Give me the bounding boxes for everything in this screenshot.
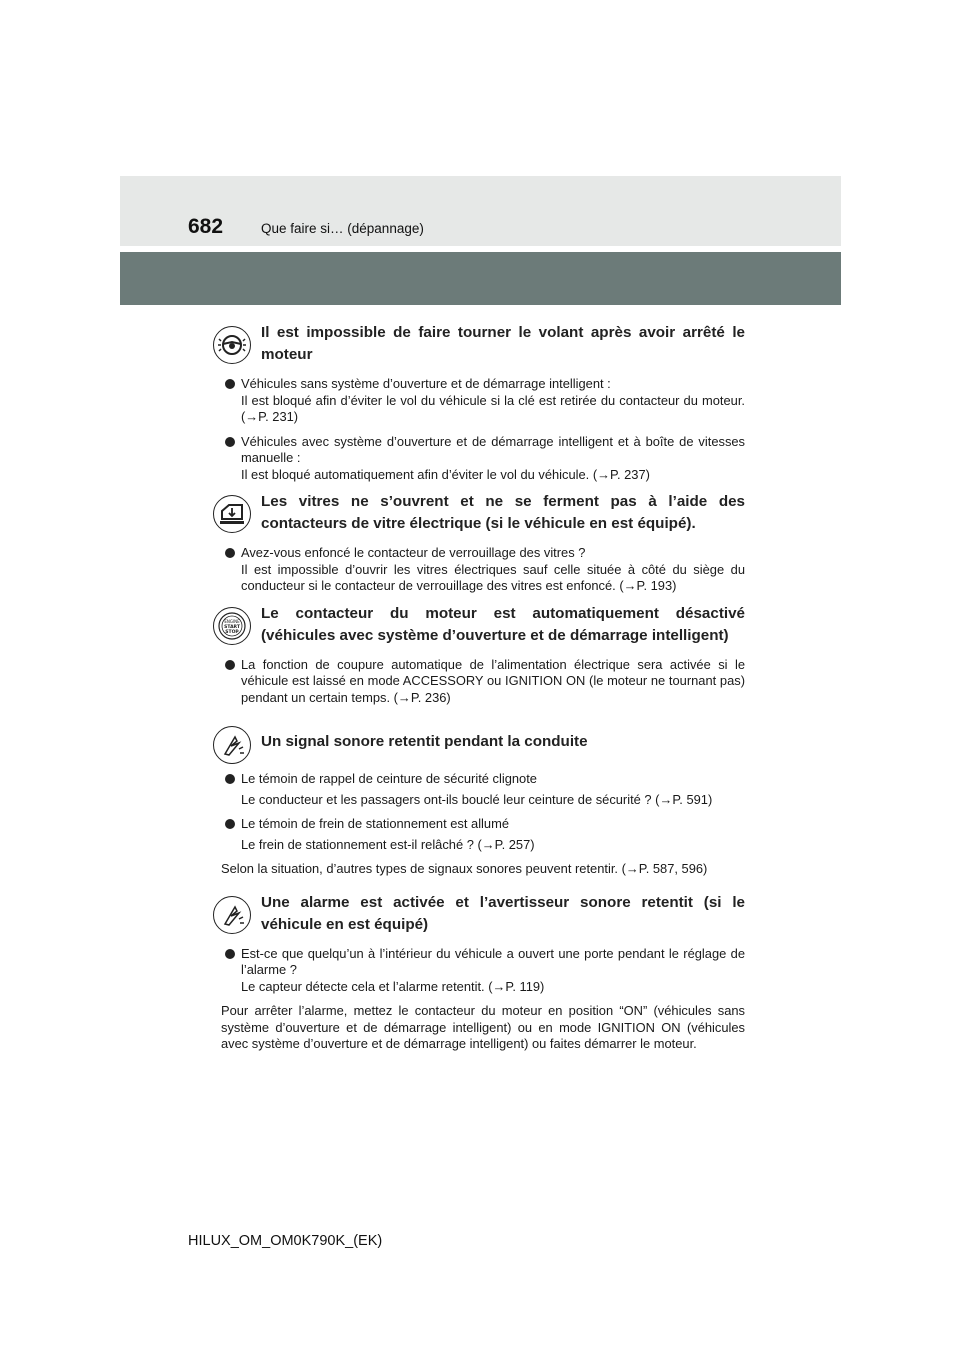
topic-heading: Une alarme est activée et l’avertisseur sonore retentit (si le véhicule en est équipé) bbox=[261, 893, 745, 933]
bullet-line: Est-ce que quelqu’un à l’intérieur du véhicule a ouvert une porte pendant le réglage de l’alarme ? bbox=[241, 945, 745, 977]
buzzer-sound-icon bbox=[213, 726, 251, 764]
topic-power-windows bbox=[213, 491, 745, 535]
bullet-line: Le conducteur et les passagers ont-ils bouclé leur ceinture de sécurité ? (→P. 591) bbox=[241, 791, 713, 807]
footer-code: HILUX_OM_OM0K790K_(EK) bbox=[188, 1233, 383, 1249]
bullet-dot bbox=[225, 379, 235, 389]
bullet-dot bbox=[225, 437, 235, 447]
bullet-dot bbox=[225, 949, 235, 959]
bullet-line: Le témoin de frein de stationnement est allumé bbox=[241, 816, 509, 831]
page-content bbox=[213, 322, 745, 1063]
icon-label: STOP bbox=[225, 629, 239, 635]
page-number: 682 bbox=[188, 215, 224, 238]
icon-label: ENGINE bbox=[224, 618, 240, 624]
bullet-line: Il est impossible d’ouvrir les vitres électriques sauf celle située à côté du siège du conducteur si le contacteur de verrouillage des vitres est enfoncé. (→P. 193) bbox=[241, 561, 745, 593]
topic-heading: Il est impossible de faire tourner le volant après avoir arrêté le moteur bbox=[261, 324, 745, 363]
bullet-dot bbox=[225, 548, 235, 558]
note-text: Selon la situation, d’autres types de signaux sonores peuvent retentir. (→P. 587, 596) bbox=[221, 861, 708, 876]
bullet-dot bbox=[225, 660, 235, 670]
bullet-line: Il est bloqué afin d’éviter le vol du véhicule si la clé est retirée du contacteur du moteur. (→P. 231) bbox=[241, 392, 745, 424]
topic-alarm bbox=[213, 892, 745, 936]
bullet-dot bbox=[225, 819, 235, 829]
power-window-icon bbox=[213, 495, 251, 533]
alarm-sound-icon bbox=[213, 896, 251, 934]
topic-buzzer bbox=[213, 722, 745, 753]
engine-start-stop-icon bbox=[213, 607, 251, 645]
topic-heading: Les vitres ne s’ouvrent et ne se ferment pas à l’aide des contacteurs de vitre électrique (si le véhicule en est équipé). bbox=[261, 493, 745, 532]
topic-heading: Le contacteur du moteur est automatiquement désactivé (véhicules avec système d’ouverture et de démarrage intelligent) bbox=[261, 604, 745, 644]
list-item bbox=[213, 434, 745, 484]
topic-steering bbox=[213, 322, 745, 366]
list-item bbox=[213, 376, 745, 426]
section-title: Que faire si… (dépannage) bbox=[261, 221, 424, 236]
header-dark-band bbox=[120, 252, 841, 305]
list-item bbox=[213, 771, 745, 808]
bullet-line: Il est bloqué automatiquement afin d’éviter le vol du véhicule. (→P. 237) bbox=[241, 466, 650, 482]
bullet-line: Avez-vous enfoncé le contacteur de verrouillage des vitres ? bbox=[241, 545, 586, 560]
list-item bbox=[213, 545, 745, 595]
bullet-line: Véhicules sans système d’ouverture et de démarrage intelligent : bbox=[241, 376, 611, 391]
note-text: Pour arrêter l’alarme, mettez le contacteur du moteur en position “ON” (véhicules sans système d’ouverture et de démarrage intelligent) ou en mode IGNITION ON (véhicules avec système d’ouverture et de démarrage intelligent) ou faites démarrer le moteur. bbox=[221, 1003, 745, 1051]
bullet-line: Le témoin de rappel de ceinture de sécurité clignote bbox=[241, 771, 537, 786]
icon-label: START bbox=[224, 624, 240, 630]
bullet-dot bbox=[225, 774, 235, 784]
list-item bbox=[213, 657, 745, 707]
bullet-line: Le capteur détecte cela et l’alarme retentit. (→P. 119) bbox=[241, 978, 545, 994]
topic-engine-switch bbox=[213, 603, 745, 647]
topic-heading: Un signal sonore retentit pendant la conduite bbox=[261, 733, 588, 750]
spacer bbox=[213, 763, 745, 771]
bullet-line: Véhicules avec système d’ouverture et de démarrage intelligent et à boîte de vitesses manuelle : bbox=[241, 433, 745, 465]
header-band bbox=[120, 176, 841, 246]
list-item bbox=[213, 946, 745, 996]
bullet-line: La fonction de coupure automatique de l’alimentation électrique sera activée si le véhicule est laissé en mode ACCESSORY ou IGNITION ON (le moteur ne tournant pas) pendant un certain temps. (→P. 236) bbox=[241, 656, 745, 705]
bullet-line: Le frein de stationnement est-il relâché ? (→P. 257) bbox=[241, 836, 535, 852]
list-item bbox=[213, 816, 745, 853]
steering-lock-icon bbox=[213, 326, 251, 364]
